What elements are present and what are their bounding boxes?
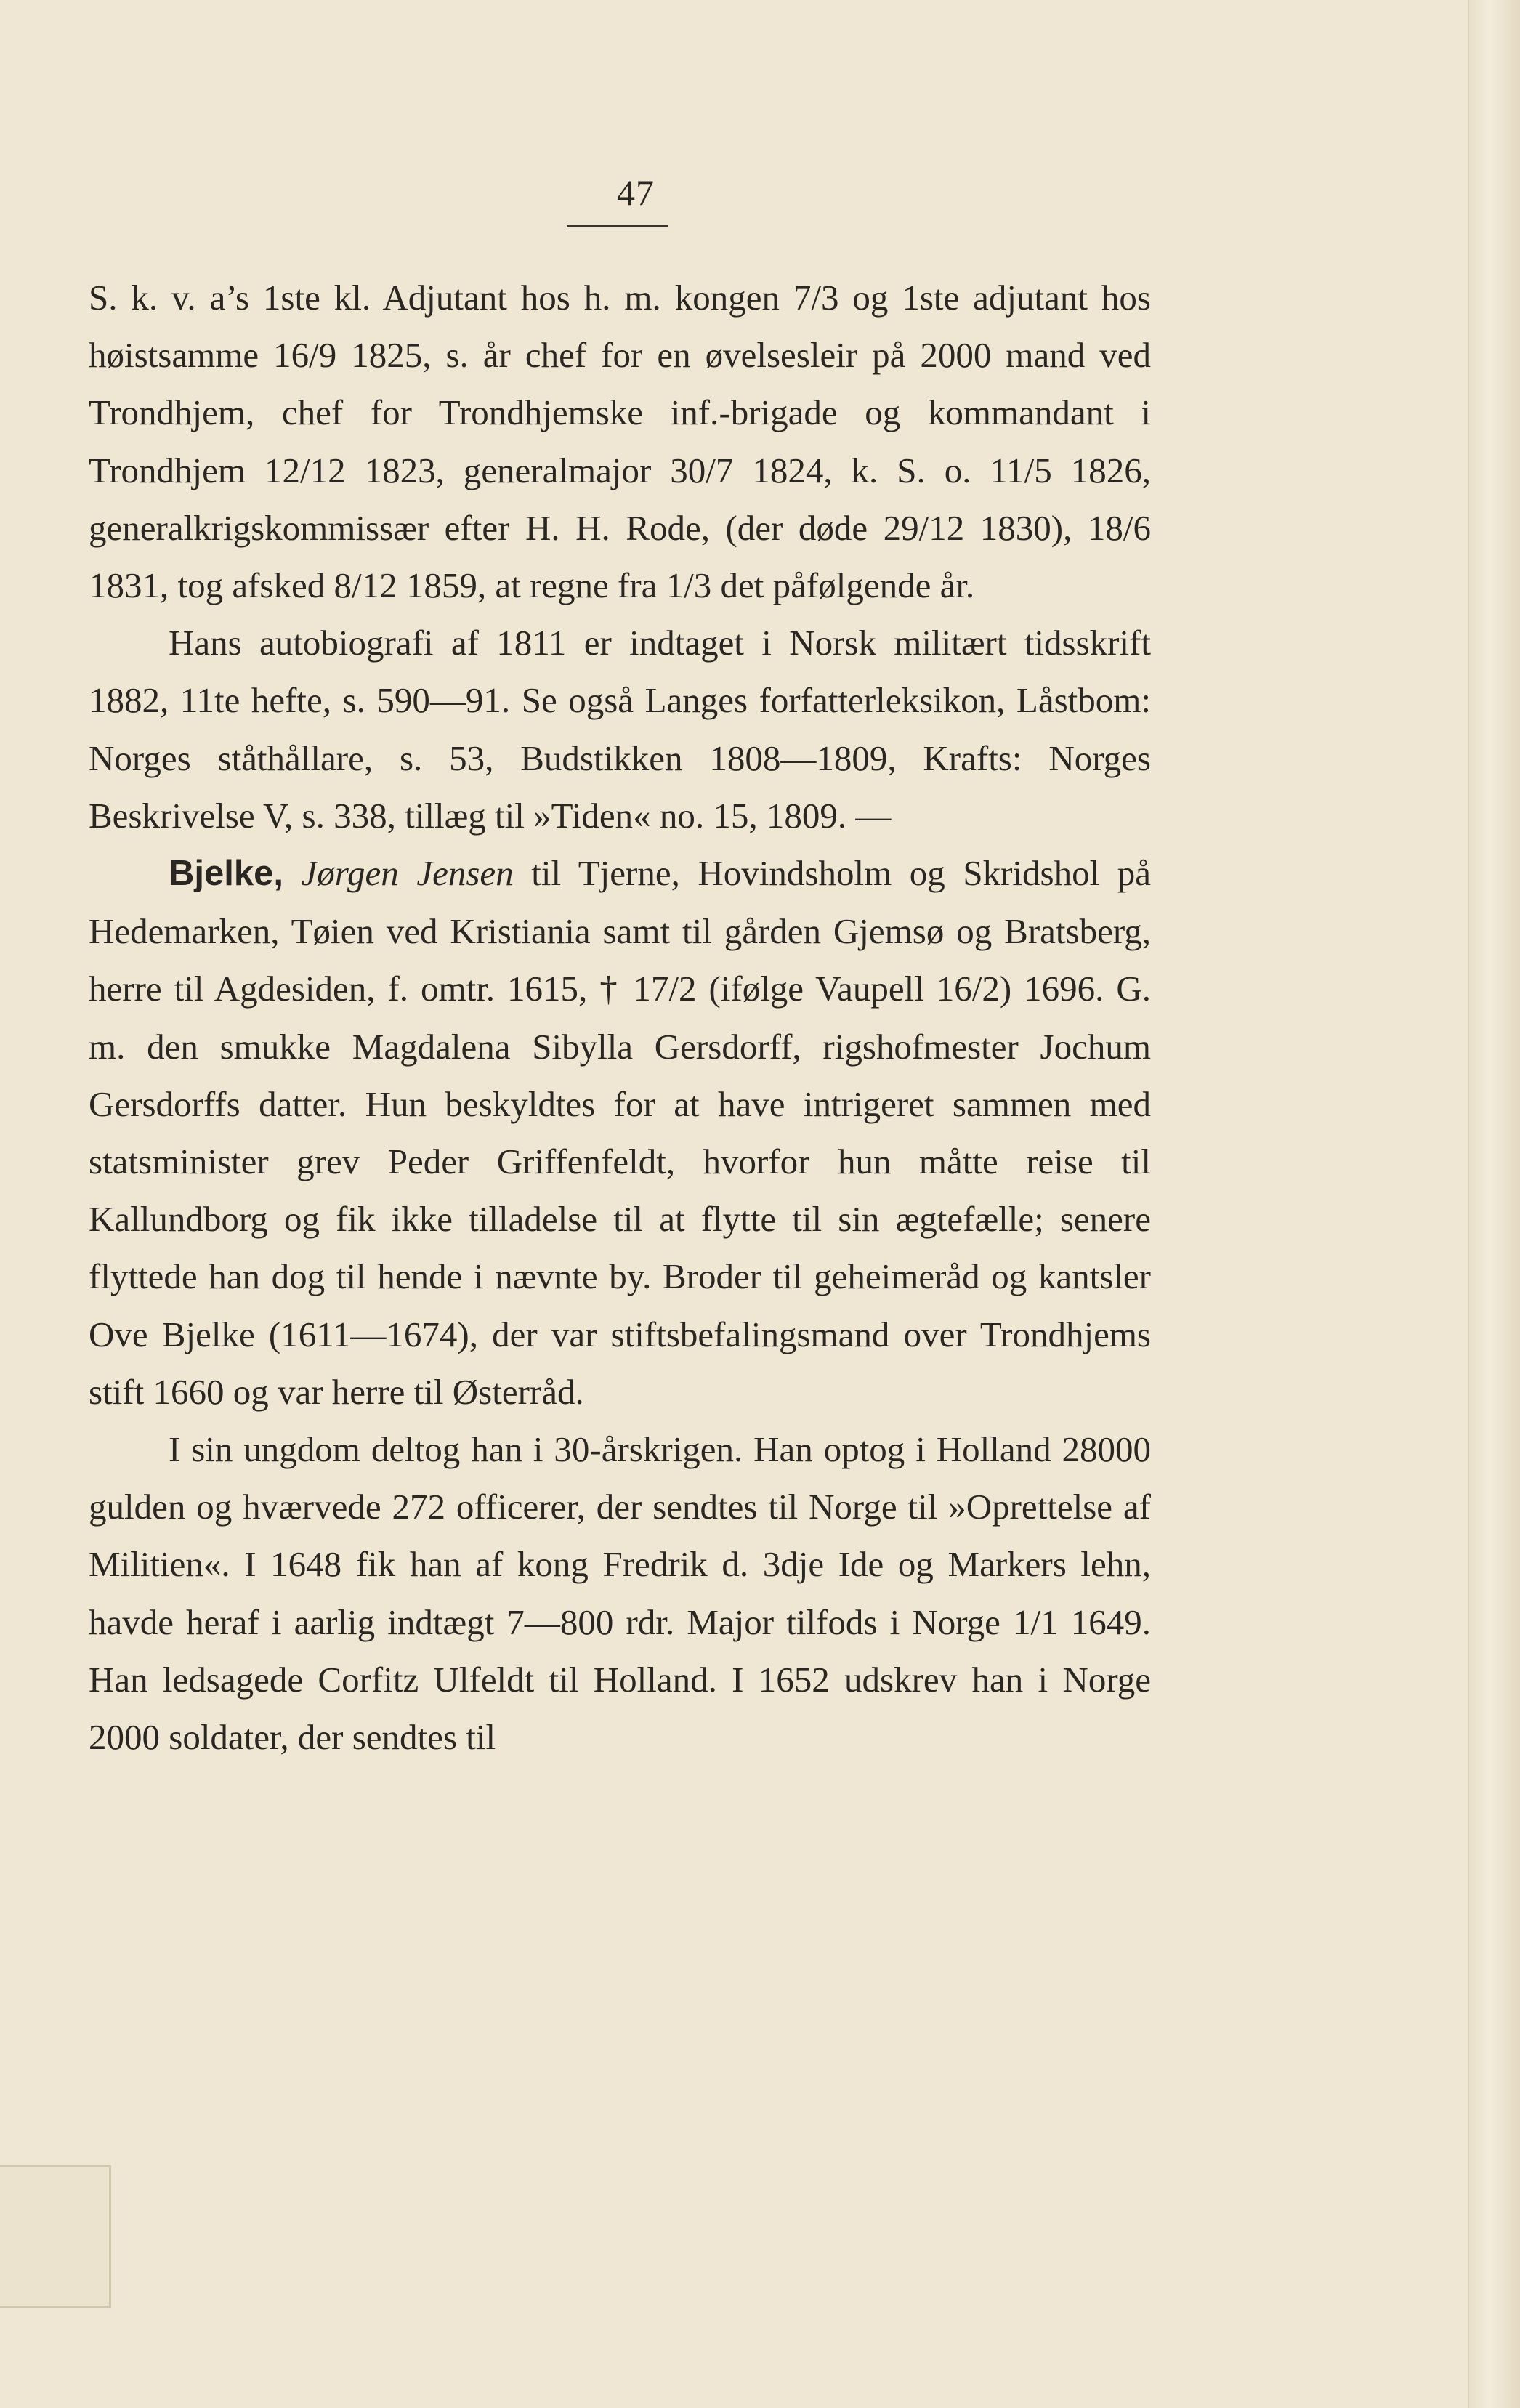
entry-given-names: Jørgen Jensen xyxy=(301,853,514,894)
page-number: 47 xyxy=(617,172,655,213)
page-edge xyxy=(1468,0,1520,2408)
entry-name: Bjelke, xyxy=(169,854,283,894)
body-text xyxy=(89,269,1151,1766)
paragraph-1: S. k. v. a’s 1ste kl. Adjutant hos h. m. kongen 7/3 og 1ste adjutant hos høistsamme 16/9 1825, s. år chef for en øvelsesleir på 2000 mand ved Trondhjem, chef for Trondhjemske inf.-brigade og kommandant i Trondhjem 12/12 1823, generalmajor 30/7 1824, k. S. o. 11/5 1826, generalkrigskommissær efter H. H. Rode, (der døde 29/12 1830), 18/6 1831, tog afsked 8/12 1859, at regne fra 1/3 det påfølgende år. xyxy=(89,278,1151,606)
entry-text: til Tjerne, Hovindsholm og Skridshol på Hedemarken, Tøien ved Kristiania samt til gården Gjemsø og Bratsberg, herre til Agdesiden, f. omtr. 1615, † 17/2 (ifølge Vaupell 16/2) 1696. G. m. den smukke Magdalena Sibylla Gersdorff, rigshofmester Jochum Gersdorffs datter. Hun beskyldtes for at have intrigeret sammen med statsminister grev Peder Griffenfeldt, hvorfor hun måtte reise til Kallundborg og fik ikke tilladelse til at flytte til sin ægtefælle; senere flyttede han dog til hende i nævnte by. Broder til geheimeråd og kantsler Ove Bjelke (1611—1674), der var stiftsbefalingsmand over Trondhjems stift 1660 og var herre til Østerråd. xyxy=(89,853,1151,1412)
paragraph-2: Hans autobiografi af 1811 er indtaget i Norsk militært tidsskrift 1882, 11te hefte, s. 590—91. Se også Langes forfatterleksikon, Låstbom: Norges ståthållare, s. 53, Budstikken 1808—1809, Krafts: Norges Beskrivelse V, s. 338, tillæg til »Tiden« no. 15, 1809. — xyxy=(89,623,1151,836)
paper-stain xyxy=(0,2165,111,2308)
page-number-rule xyxy=(567,225,668,227)
paragraph-3 xyxy=(89,844,1151,1421)
paragraph-4: I sin ungdom deltog han i 30-årskrigen. Han optog i Holland 28000 gulden og hværvede 272 officerer, der sendtes til Norge til »Oprettelse af Militien«. I 1648 fik han af kong Fredrik d. 3dje Ide og Markers lehn, havde heraf i aarlig indtægt 7—800 rdr. Major tilfods i Norge 1/1 1649. Han ledsagede Corfitz Ulfeldt til Holland. I 1652 udskrev han i Norge 2000 soldater, der sendtes til xyxy=(89,1429,1151,1758)
